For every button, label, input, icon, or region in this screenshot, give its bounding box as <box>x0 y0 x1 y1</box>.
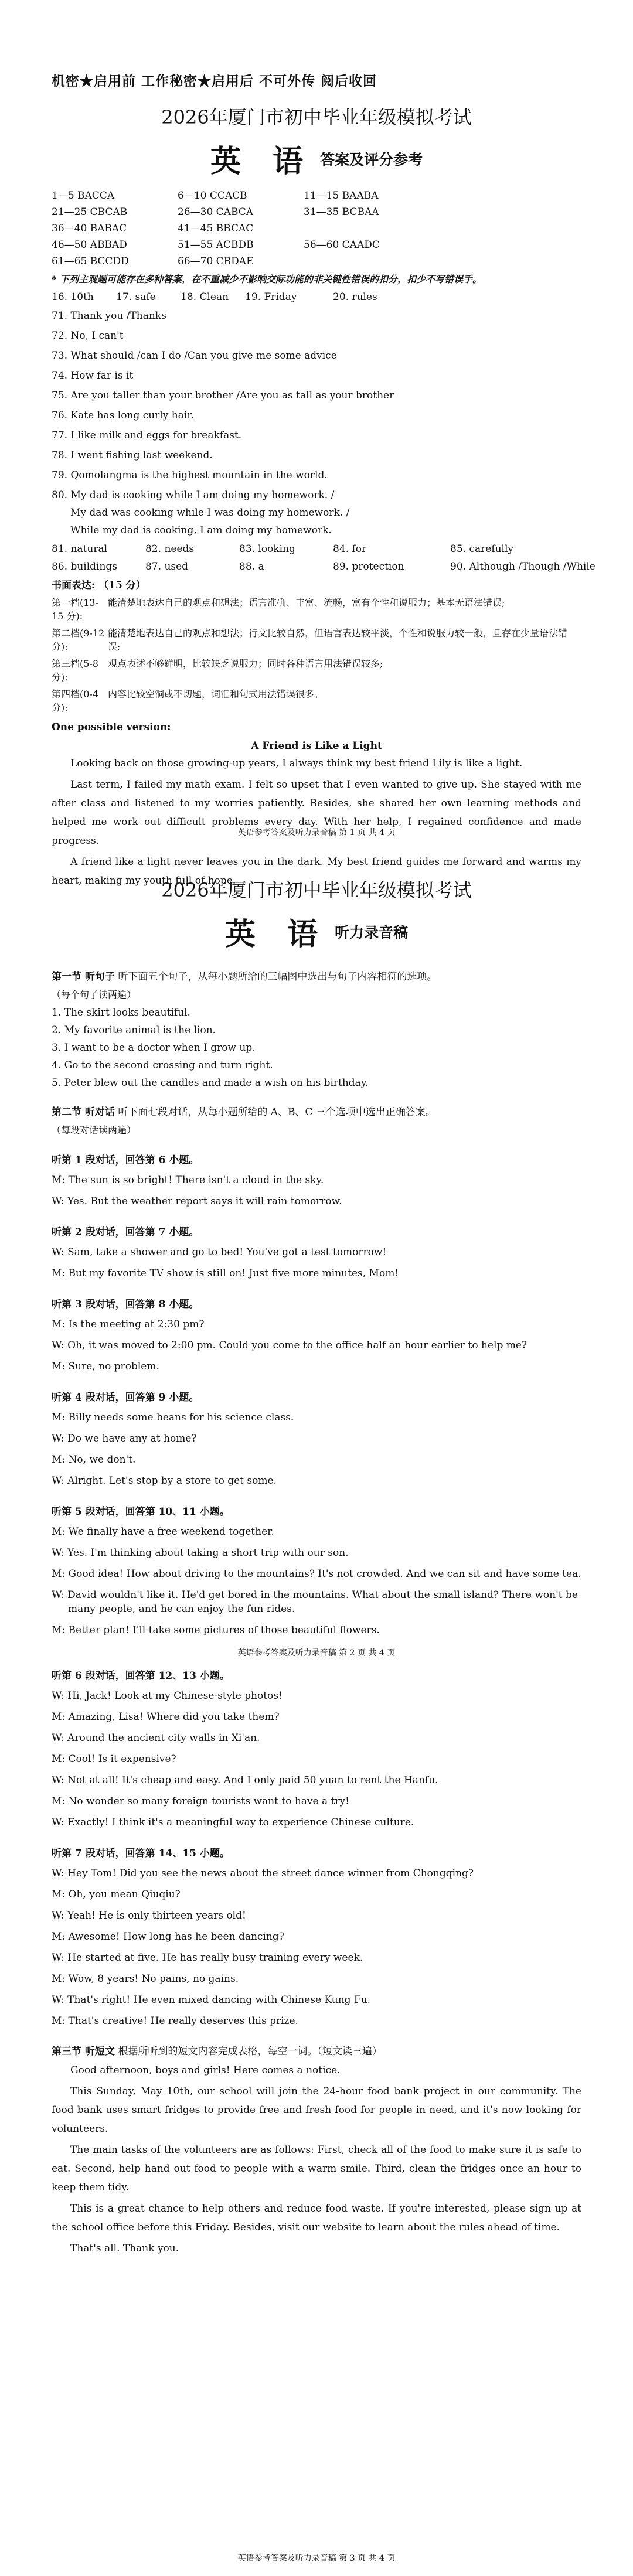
dialog-line: W: That's right! He even mixed dancing with Chinese Kung Fu. <box>52 1994 371 2006</box>
answer-line: 77. I like milk and eggs for breakfast. <box>52 430 242 441</box>
mc-answer: 41—45 BBCAC <box>178 223 254 234</box>
page-footer: 英语参考答案及听力录音稿 第 3 页 共 4 页 <box>237 2554 396 2563</box>
mc-answer: 6—10 CCACB <box>178 190 247 202</box>
grade-level-desc: 内容比较空洞或不切题，词汇和句式用法错误很多。 <box>108 689 324 700</box>
dialog-block <box>52 1389 581 1488</box>
dialog-line: M: But my favorite TV show is still on! Just five more minutes, Mom! <box>52 1267 399 1279</box>
mc-answer <box>304 255 430 267</box>
answer-item: 85. carefully <box>450 543 514 555</box>
dialog-line: M: No wonder so many foreign tourists want to have a try! <box>52 1795 349 1807</box>
subject-line <box>52 909 581 953</box>
dialog-line: W: Yeah! He is only thirteen years old! <box>52 1910 246 1921</box>
grade-level <box>52 687 581 714</box>
confidential-notice: 机密★启用前 工作秘密★启用后 不可外传 阅后收回 <box>52 73 377 89</box>
grade-level-desc: 能清楚地表达自己的观点和想法；语言准确、丰富、流畅，富有个性和说服力；基本无语法错误; <box>108 597 505 608</box>
section-instruction: 根据所听到的短文内容完成表格，每空一词。（短文读三遍） <box>118 2046 382 2057</box>
answer-item: 87. used <box>145 561 189 573</box>
mc-answer: 46—50 ABBAD <box>52 239 127 251</box>
page-footer: 英语参考答案及听力录音稿 第 2 页 共 4 页 <box>237 1648 396 1658</box>
essay-paragraph: Last term, I failed my math exam. I felt so upset that I even wanted to give up. She stayed with me after class and listened to my worries patiently. Besides, she shared her own learning methods and helped me work out difficult problems every day. With her help, I regained confidence and made progress. <box>52 779 581 847</box>
dialog-line: W: He started at five. He has really busy training every week. <box>52 1952 363 1964</box>
sentence-item: 4. Go to the second crossing and turn right. <box>52 1059 273 1071</box>
dialog-line: W: Yes. I'm thinking about taking a short trip with our son. <box>52 1547 349 1559</box>
section-note: （每段对话读两遍） <box>52 1125 137 1136</box>
dialog-block <box>52 1667 581 1829</box>
dialog-line: M: Is the meeting at 2:30 pm? <box>52 1318 205 1330</box>
subject-title: 英 语 <box>210 144 314 179</box>
dialog-block <box>52 1296 581 1374</box>
section-label: 第三节 听短文 <box>52 2046 115 2057</box>
dialog-line: M: Cool! Is it expensive? <box>52 1753 176 1765</box>
answers-81-85 <box>52 543 581 555</box>
mc-answer: 1—5 BACCA <box>52 190 115 202</box>
answer-item: 17. safe <box>116 291 156 303</box>
sentence-item: 5. Peter blew out the candles and made a wish on his birthday. <box>52 1077 369 1089</box>
passage <box>52 2061 581 2258</box>
answer-item: 81. natural <box>52 543 108 555</box>
dialog-line: M: Billy needs some beans for his science class. <box>52 1412 294 1423</box>
mc-answer: 26—30 CABCA <box>178 206 254 218</box>
page-1 <box>0 0 633 887</box>
answer-item: 82. needs <box>145 543 195 555</box>
section-1-heading <box>52 970 581 984</box>
multiple-choice-answers <box>52 190 581 267</box>
page-2 <box>0 850 633 1661</box>
dialog-line: W: Oh, it was moved to 2:00 pm. Could you come to the office half an hour earlier to help me? <box>52 1340 528 1351</box>
mc-answer: 11—15 BAABA <box>304 190 379 202</box>
answer-item: 89. protection <box>333 561 404 573</box>
sentence-item: 3. I want to be a doctor when I grow up. <box>52 1042 256 1054</box>
grade-level <box>52 596 581 623</box>
dialog-line: W: Yes. But the weather report says it will rain tomorrow. <box>52 1195 342 1207</box>
answer-item: 90. Although /Though /While <box>450 561 595 573</box>
dialog-line: W: Not at all! It's cheap and easy. And I only paid 50 yuan to rent the Hanfu. <box>52 1774 438 1786</box>
subject-title: 英 语 <box>224 916 328 952</box>
passage-paragraph: That's all. Thank you. <box>70 2243 179 2254</box>
dialog-heading: 听第 1 段对话，回答第 6 小题。 <box>52 1154 199 1166</box>
dialog-block <box>52 1845 581 2028</box>
sentence-list <box>52 1007 581 1089</box>
dialog-line: M: No, we don't. <box>52 1454 136 1466</box>
dialog-line: W: Around the ancient city walls in Xi'an. <box>52 1732 260 1744</box>
dialog-line: W: Hi, Jack! Look at my Chinese-style photos! <box>52 1690 283 1702</box>
passage-paragraph: The main tasks of the volunteers are as follows: First, check all of the food to make sure it is safe to eat. Second, help hand out food to people with a warm smile. Third, clean the fridges once an hour to keep them tidy. <box>52 2144 581 2193</box>
passage-paragraph: Good afternoon, boys and girls! Here comes a notice. <box>70 2064 341 2076</box>
dialog-block <box>52 1151 581 1208</box>
subject-subtitle: 答案及评分参考 <box>320 151 423 168</box>
dialog-line: W: Do we have any at home? <box>52 1433 197 1444</box>
answer-item: 19. Friday <box>245 291 297 303</box>
grading-levels <box>52 596 581 714</box>
section-label: 第二节 听对话 <box>52 1106 115 1118</box>
answers-71-80 <box>52 309 581 537</box>
grade-level-desc: 观点表述不够鲜明，比较缺乏说服力；同时各种语言用法错误较多; <box>108 658 383 669</box>
answer-item: 83. looking <box>239 543 295 555</box>
section-3-heading <box>52 2045 581 2059</box>
page-3 <box>0 1661 633 2576</box>
mc-answer: 21—25 CBCAB <box>52 206 128 218</box>
writing-heading: 书面表达: （15 分） <box>52 580 146 591</box>
dialog-line: M: We finally have a free weekend together. <box>52 1526 274 1538</box>
grade-level-label: 第三档(5-8 分): <box>52 658 99 683</box>
essay-paragraph: Looking back on those growing-up years, I always think my best friend Lily is like a light. <box>70 758 523 769</box>
section-label: 第一节 听句子 <box>52 971 115 983</box>
section-2-heading <box>52 1105 581 1119</box>
answer-line: 75. Are you taller than your brother /Are you as tall as your brother <box>52 390 394 401</box>
answer-line: 78. I went fishing last weekend. <box>52 449 213 461</box>
answer-item: 16. 10th <box>52 291 94 303</box>
dialog-line: W: Sam, take a shower and go to bed! You've got a test tomorrow! <box>52 1246 387 1258</box>
answers-86-90 <box>52 561 595 573</box>
dialog-line: M: That's creative! He really deserves this prize. <box>52 2015 298 2027</box>
section-instruction: 听下面五个句子，从每小题所给的三幅图中选出与句子内容相符的选项。 <box>118 971 437 983</box>
mc-answer <box>304 223 430 234</box>
dialog-line: W: Hey Tom! Did you see the news about the street dance winner from Chongqing? <box>52 1868 474 1879</box>
dialog-heading: 听第 2 段对话，回答第 7 小题。 <box>52 1226 199 1238</box>
answer-line: 72. No, I can't <box>52 330 124 342</box>
answer-line: 80. My dad is cooking while I am doing my homework. / <box>52 489 335 501</box>
answer-item: 84. for <box>333 543 367 555</box>
subject-subtitle: 听力录音稿 <box>335 924 409 941</box>
answer-line: 76. Kate has long curly hair. <box>52 410 194 421</box>
dialog-line: W: David wouldn't like it. He'd get bored in the mountains. What about the small island? There won't be many people, and he can enjoy the fun rides. <box>52 1589 578 1615</box>
mc-answer: 51—55 ACBDB <box>178 239 254 251</box>
answer-line: 74. How far is it <box>52 370 134 381</box>
answer-item: 18. Clean <box>181 291 229 303</box>
answer-line: My dad was cooking while I was doing my homework. / <box>70 507 350 519</box>
dialog-line: M: Good idea! How about driving to the mountains? It's not crowded. And we can sit and have some tea. <box>52 1568 581 1580</box>
sentence-item: 1. The skirt looks beautiful. <box>52 1007 190 1018</box>
grade-level-label: 第四档(0-4 分): <box>52 689 99 713</box>
dialog-heading: 听第 6 段对话，回答第 12、13 小题。 <box>52 1670 230 1682</box>
grade-level-desc: 能清楚地表达自己的观点和想法；行文比较自然，但语言表达较平淡，个性和说服力较一般，且存在少量语法错误; <box>108 628 568 652</box>
dialog-line: M: The sun is so bright! There isn't a cloud in the sky. <box>52 1174 324 1186</box>
mc-answer: 66—70 CBDAE <box>178 255 254 267</box>
grade-level <box>52 626 581 653</box>
answer-line: 73. What should /can I do /Can you give me some advice <box>52 350 337 362</box>
dialog-heading: 听第 3 段对话，回答第 8 小题。 <box>52 1299 199 1310</box>
dialog-line: M: Awesome! How long has he been dancing? <box>52 1931 284 1943</box>
answer-line: While my dad is cooking, I am doing my homework. <box>70 524 332 536</box>
dialog-line: M: Oh, you mean Qiuqiu? <box>52 1889 181 1900</box>
answer-item: 86. buildings <box>52 561 118 573</box>
dialog-line: M: Wow, 8 years! No pains, no gains. <box>52 1973 239 1985</box>
section-instruction: 听下面七段对话，从每小题所给的 A、B、C 三个选项中选出正确答案。 <box>118 1106 435 1118</box>
answer-line: 71. Thank you /Thanks <box>52 310 166 322</box>
grade-level <box>52 657 581 684</box>
answer-item: 88. a <box>239 561 264 573</box>
dialog-line: M: Amazing, Lisa! Where did you take them? <box>52 1711 280 1723</box>
answer-item: 20. rules <box>333 291 377 303</box>
passage-paragraph: This Sunday, May 10th, our school will join the 24-hour food bank project in our community. The food bank uses smart fridges to provide free and fresh food for people in need, and it's now looking for volunteers. <box>52 2086 581 2135</box>
exam-title: 2026年厦门市初中毕业年级模拟考试 <box>161 106 472 128</box>
dialog-block <box>52 1224 581 1280</box>
mc-answer: 56—60 CAADC <box>304 239 380 251</box>
possible-version-label: One possible version: <box>52 721 171 733</box>
mc-answer: 61—65 BCCDD <box>52 255 129 267</box>
mc-answer: 36—40 BABAC <box>52 223 127 234</box>
dialog-line: W: Exactly! I think it's a meaningful way to experience Chinese culture. <box>52 1817 414 1828</box>
grade-level-label: 第一档(13-15 分): <box>52 597 99 622</box>
essay-paragraph: A friend like a light never leaves you in the dark. My best friend guides me forward and warms my heart, making my youth full of hope. <box>52 856 581 887</box>
dialog-heading: 听第 4 段对话，回答第 9 小题。 <box>52 1392 199 1403</box>
dialog-heading: 听第 5 段对话，回答第 10、11 小题。 <box>52 1506 230 1518</box>
subject-line <box>52 137 581 180</box>
page-footer: 英语参考答案及听力录音稿 第 1 页 共 4 页 <box>237 828 396 837</box>
grade-level-label: 第二档(9-12 分): <box>52 628 105 652</box>
dialog-heading: 听第 7 段对话，回答第 14、15 小题。 <box>52 1848 230 1859</box>
answers-16-20 <box>52 291 581 303</box>
dialog-block <box>52 1503 581 1637</box>
mc-answer: 31—35 BCBAA <box>304 206 379 218</box>
exam-title: 2026年厦门市初中毕业年级模拟考试 <box>161 879 472 901</box>
sentence-item: 2. My favorite animal is the lion. <box>52 1024 216 1036</box>
answer-line: 79. Qomolangma is the highest mountain in the world. <box>52 469 328 481</box>
dialog-line: M: Better plan! I'll take some pictures of those beautiful flowers. <box>52 1624 380 1636</box>
scoring-note: * 下列主观题可能存在多种答案，在不重减少不影响交际功能的非关键性错误的扣分，扣少不写错误手。 <box>52 274 482 285</box>
essay-title: A Friend is Like a Light <box>251 740 382 752</box>
passage-paragraph: This is a great chance to help others and reduce food waste. If you're interested, please sign up at the school office before this Friday. Besides, visit our website to learn about the rules ahead of time. <box>52 2203 581 2233</box>
section-note: （每个句子读两遍） <box>52 989 137 1000</box>
dialog-line: M: Sure, no problem. <box>52 1361 159 1372</box>
dialog-line: W: Alright. Let's stop by a store to get some. <box>52 1475 277 1487</box>
